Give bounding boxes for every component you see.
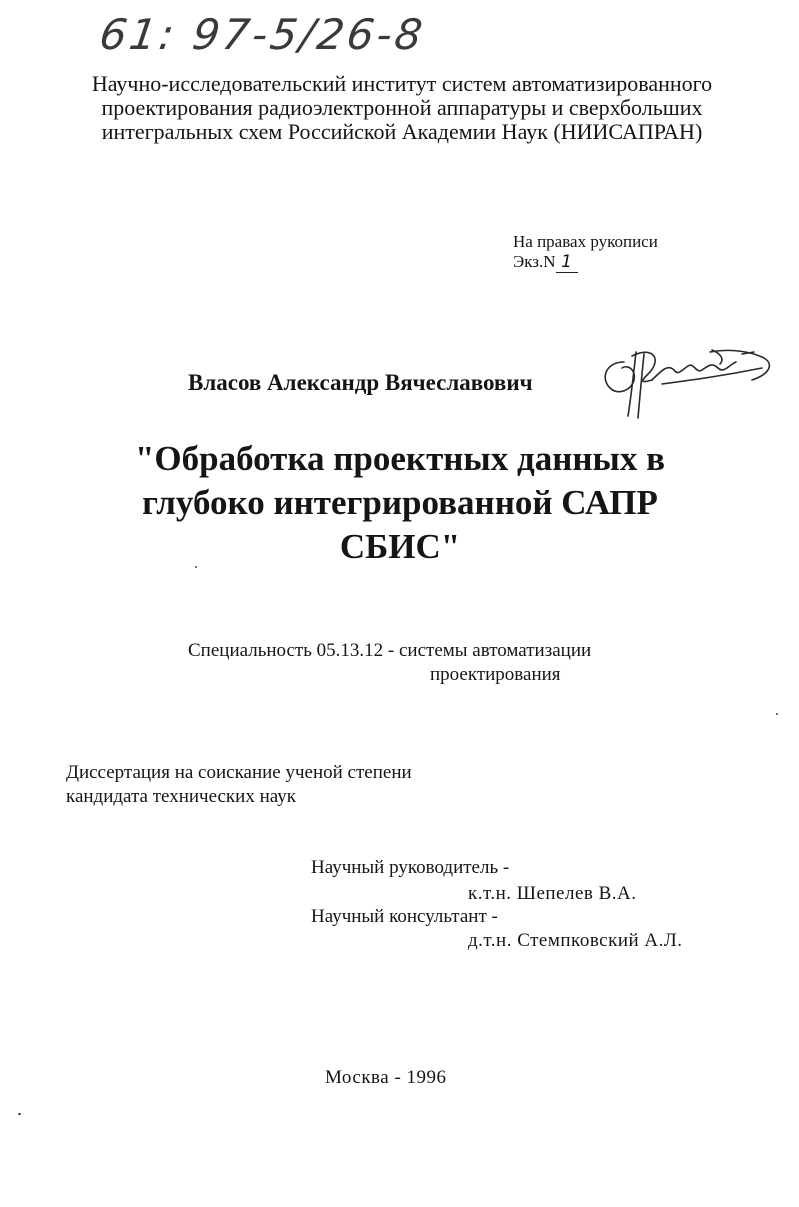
specialty-line-1: Специальность 05.13.12 - системы автоматизации: [188, 640, 592, 661]
supervisor-label: Научный руководитель -: [311, 857, 510, 878]
dissertation-degree-line-2: кандидата технических наук: [66, 786, 296, 807]
scan-speck: [195, 566, 197, 568]
specialty-line-2: проектирования: [430, 664, 561, 685]
supervisor-name: к.т.н. Шепелев В.А.: [468, 883, 637, 904]
copy-number: 1: [556, 252, 578, 273]
copy-number-line: [513, 252, 578, 273]
scan-speck: [776, 713, 778, 715]
dissertation-degree-line-1: Диссертация на соискание ученой степени: [66, 762, 412, 783]
city-year: Москва - 1996: [325, 1067, 447, 1088]
scan-speck: [18, 1113, 21, 1115]
copy-label: Экз.N: [513, 252, 556, 271]
institute-name: [62, 72, 742, 144]
institute-line: проектирования радиоэлектронной аппаратуры и сверхбольших: [101, 95, 703, 120]
title-line: глубоко интегрированной САПР: [142, 483, 658, 522]
manuscript-rights: На правах рукописи: [513, 232, 658, 251]
signature-icon: [592, 340, 792, 420]
author-name: Власов Александр Вячеславович: [188, 370, 533, 395]
archive-code: 61: 97-5/26-8: [96, 10, 429, 59]
title-line: "Обработка проектных данных в: [134, 439, 666, 478]
title-line: СБИС": [339, 527, 461, 566]
institute-line: интегральных схем Российской Академии Наук (НИИСАПРАН): [101, 119, 703, 144]
institute-line: Научно-исследовательский институт систем автоматизированного: [91, 71, 713, 96]
consultant-name: д.т.н. Стемпковский А.Л.: [468, 930, 683, 951]
dissertation-title: [100, 437, 700, 569]
consultant-label: Научный консультант -: [311, 906, 498, 927]
